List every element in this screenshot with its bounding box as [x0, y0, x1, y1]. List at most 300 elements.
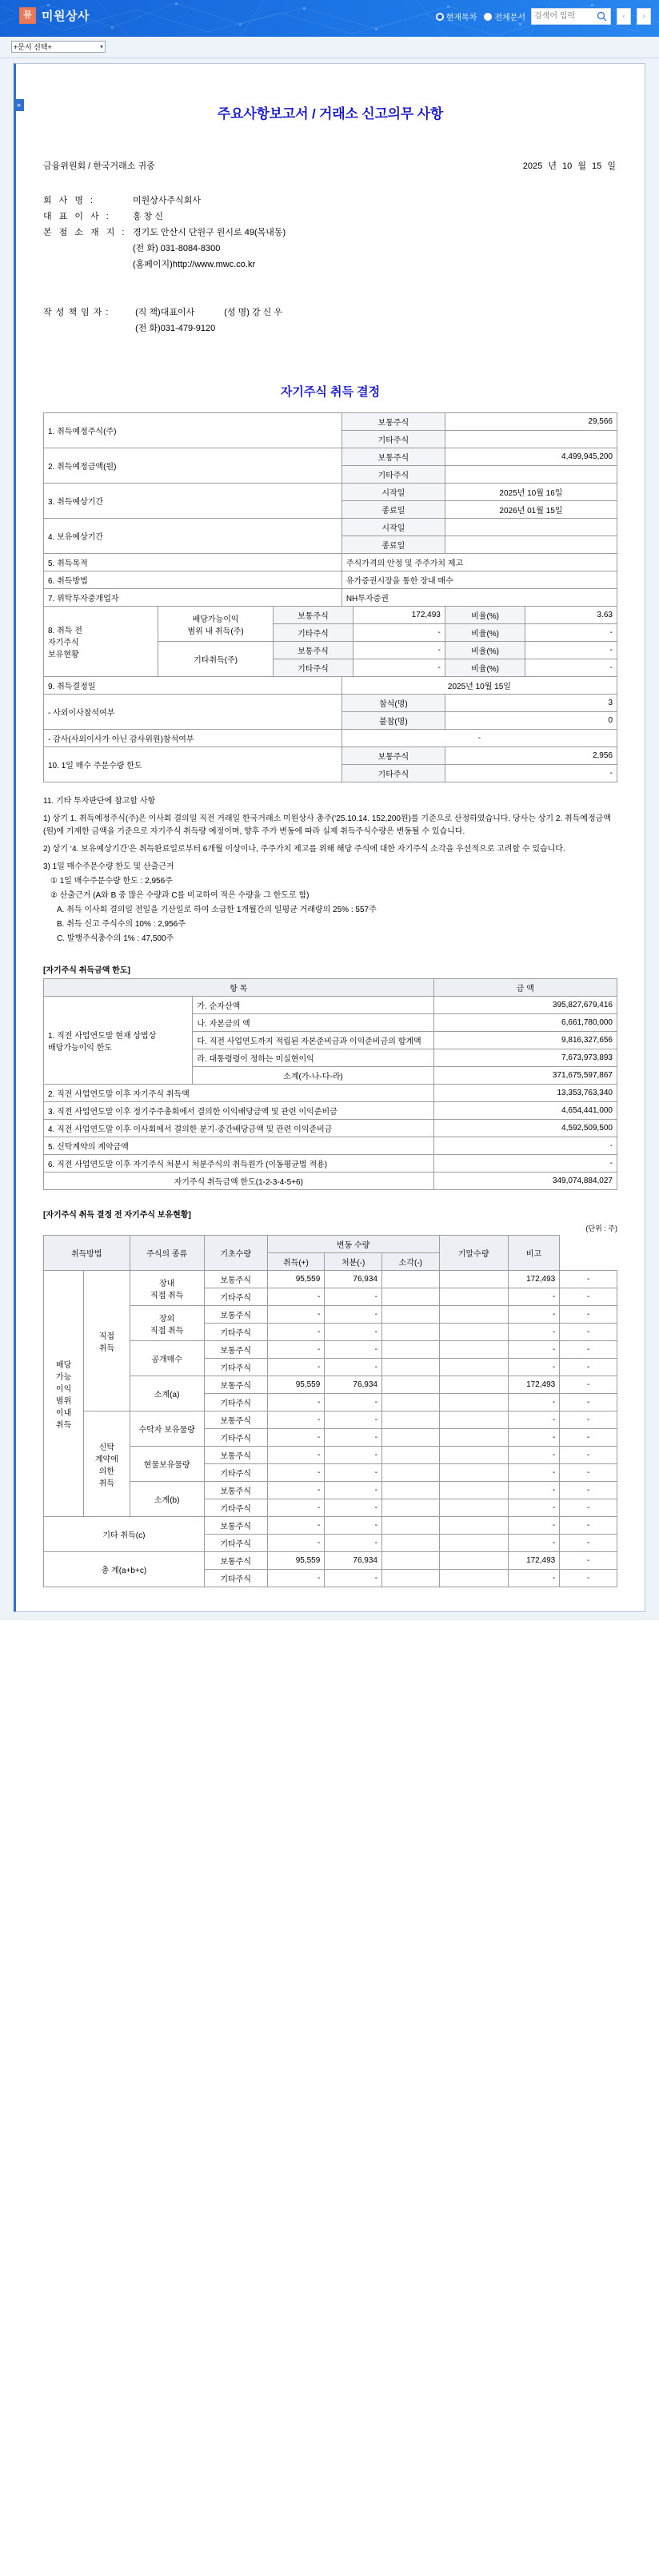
- table-row: [44, 1552, 617, 1570]
- kind-cell: 보통주식: [341, 448, 445, 466]
- page-title: 주요사항보고서 / 거래소 신고의무 사항: [217, 106, 444, 121]
- daily-limit-label: 10. 1일 매수 주문수량 한도: [44, 747, 342, 782]
- table-row: [44, 730, 617, 747]
- kind-cell: 기타주식: [273, 624, 353, 642]
- end-cell: -: [508, 1288, 560, 1306]
- kind-cell: 기타주식: [341, 431, 445, 448]
- limit-sub-label: 가. 순자산액: [193, 997, 433, 1014]
- dispose-cell: [381, 1288, 439, 1306]
- retire-cell: [439, 1341, 508, 1359]
- document-stage: [0, 58, 659, 1620]
- writer-phone-label: (전 화): [135, 324, 161, 333]
- remark-cell: -: [560, 1482, 617, 1499]
- notes-block: [43, 795, 617, 946]
- retire-cell: [439, 1411, 508, 1429]
- limit-row-6-value: -: [433, 1155, 617, 1173]
- end-cell: -: [508, 1517, 560, 1535]
- search-icon[interactable]: [597, 11, 607, 24]
- header-dispose: 처분(-): [325, 1253, 382, 1271]
- value-cell: [445, 466, 617, 484]
- homepage-line: (홈페이지)http://www.mwc.co.kr: [133, 260, 256, 269]
- remark-cell: -: [560, 1499, 617, 1517]
- radio-on-icon: [436, 13, 444, 21]
- kind-cell: 보통주식: [341, 747, 445, 765]
- retire-cell: [439, 1464, 508, 1482]
- kind-cell: 보통주식: [273, 642, 353, 659]
- kind-cell: 보통주식: [204, 1411, 267, 1429]
- radio-all-documents[interactable]: [484, 10, 525, 22]
- acquire-cell: 76,934: [325, 1552, 382, 1570]
- end-cell: -: [508, 1499, 560, 1517]
- limit-sub-label: 나. 자본금의 액: [193, 1014, 433, 1032]
- kind-cell: 기타주식: [204, 1570, 267, 1587]
- acquire-cell: -: [325, 1499, 382, 1517]
- end-cell: -: [508, 1535, 560, 1552]
- begin-cell: -: [267, 1306, 325, 1324]
- dispose-cell: [381, 1341, 439, 1359]
- ratio-label: 비율(%): [445, 607, 525, 624]
- subgroup-trust-label: 신탁 계약에 의한 취득: [84, 1411, 130, 1517]
- limit-row-1-label: 1. 직전 사업연도말 현재 상법상 배당가능이익 한도: [44, 997, 193, 1085]
- dispose-cell: [381, 1394, 439, 1411]
- dispose-cell: [381, 1324, 439, 1341]
- begin-cell: -: [267, 1394, 325, 1411]
- row-label-3: 3. 취득예상기간: [44, 484, 342, 519]
- acquire-cell: -: [325, 1517, 382, 1535]
- toc-toggle-icon[interactable]: »: [14, 99, 24, 111]
- limit-row-4-value: 4,592,509,500: [433, 1120, 617, 1137]
- begin-cell: -: [267, 1429, 325, 1447]
- acquire-cell: -: [325, 1464, 382, 1482]
- writer-position: 대표이사: [160, 308, 195, 317]
- kind-cell: 기타주식: [273, 659, 353, 677]
- end-cell: -: [508, 1341, 560, 1359]
- begin-cell: -: [267, 1324, 325, 1341]
- table-row: [44, 1155, 617, 1173]
- acquire-cell: -: [325, 1288, 382, 1306]
- retire-cell: [439, 1482, 508, 1499]
- limit-row-2-value: 13,353,763,340: [433, 1085, 617, 1102]
- begin-cell: -: [267, 1517, 325, 1535]
- remark-cell: -: [560, 1552, 617, 1570]
- row-label-6: 6. 취득방법: [44, 571, 342, 589]
- note-3-c: C. 발행주식총수의 1% : 47,500주: [57, 934, 174, 943]
- ratio-label: 비율(%): [445, 642, 525, 659]
- writer-name: 강 신 우: [251, 308, 282, 317]
- prev-button[interactable]: ‹: [617, 8, 631, 25]
- kind-cell: 종료일: [341, 501, 445, 519]
- end-cell: -: [508, 1324, 560, 1341]
- retire-cell: [439, 1359, 508, 1376]
- ceo-label: 대 표 이 사 :: [43, 212, 111, 221]
- table-row: [44, 607, 617, 624]
- outside-director-label: - 사외이사참석여부: [44, 695, 342, 730]
- kind-cell: 보통주식: [204, 1552, 267, 1570]
- table-row: [44, 997, 617, 1014]
- limit-sub-label: 다. 직전 사업연도까지 적립된 자본준비금과 이익준비금의 합계액: [193, 1032, 433, 1049]
- dispose-cell: [381, 1499, 439, 1517]
- dispose-cell: [381, 1429, 439, 1447]
- limit-header-amount: 금 액: [433, 979, 617, 997]
- remark-cell: -: [560, 1464, 617, 1482]
- method-cell: 현물보유물량: [130, 1447, 204, 1482]
- limit-sub-value: 7,673,973,893: [433, 1049, 617, 1067]
- document-select[interactable]: [11, 41, 106, 53]
- status-group-label: 배당 가능 이익 범위 이내 취득: [44, 1271, 84, 1517]
- method-cell: 소계(b): [130, 1482, 204, 1517]
- note-3: 3) 1일 매수주문수량 한도 및 산출근거: [43, 862, 174, 871]
- note-3-a: A. 취득 이사회 결의일 전일을 기산일로 하여 소급한 1개월간의 일평균 거래량의 25% : 557주: [57, 906, 377, 914]
- board-resolution-table: [43, 676, 617, 782]
- limit-sub-value: 9,816,327,656: [433, 1032, 617, 1049]
- value-cell: [445, 519, 617, 536]
- acquire-cell: -: [325, 1535, 382, 1552]
- table-row: [44, 1137, 617, 1155]
- value-cell: 2,956: [445, 747, 617, 765]
- header-begin: 기초수량: [204, 1236, 267, 1271]
- retire-cell: [439, 1376, 508, 1394]
- kind-cell: 보통주식: [204, 1271, 267, 1288]
- app-header: [0, 0, 659, 37]
- begin-cell: 95,559: [267, 1376, 325, 1394]
- kind-cell: 기타주식: [204, 1288, 267, 1306]
- dispose-cell: [381, 1306, 439, 1324]
- ceo-value: 홍 창 신: [133, 212, 163, 221]
- remark-cell: -: [560, 1324, 617, 1341]
- kind-cell: 기타주식: [204, 1324, 267, 1341]
- remark-cell: -: [560, 1535, 617, 1552]
- retire-cell: [439, 1324, 508, 1341]
- table-row: [44, 554, 617, 571]
- remark-cell: -: [560, 1271, 617, 1288]
- end-cell: -: [508, 1359, 560, 1376]
- table-row: [44, 1341, 617, 1359]
- writer-phone: 031-479-9120: [160, 324, 216, 333]
- kind-cell: 보통주식: [341, 413, 445, 431]
- table-row: [44, 413, 617, 431]
- ratio-value: -: [525, 624, 617, 642]
- header-method: 취득방법: [44, 1236, 130, 1271]
- dispose-cell: [381, 1359, 439, 1376]
- retire-cell: [439, 1552, 508, 1570]
- ratio-value: -: [525, 659, 617, 677]
- row-label-2: 2. 취득예정금액(원): [44, 448, 342, 484]
- group-1-name: 기타취득(주): [158, 642, 273, 677]
- date-year-unit: 년: [548, 161, 557, 171]
- retire-cell: [439, 1288, 508, 1306]
- acquisition-decision-table: [43, 412, 617, 607]
- kind-cell: 보통주식: [204, 1306, 267, 1324]
- begin-cell: -: [267, 1570, 325, 1587]
- kind-cell: 기타주식: [204, 1535, 267, 1552]
- limit-row-4-label: 4. 직전 사업연도말 이후 이사회에서 결의한 분기·중간배당금액 및 관련 이익준비금: [44, 1120, 434, 1137]
- grand-total-label: 총 계(a+b+c): [44, 1552, 205, 1587]
- begin-cell: -: [267, 1341, 325, 1359]
- acquire-cell: -: [325, 1359, 382, 1376]
- radio-off-icon: [484, 13, 492, 21]
- limit-table-caption: [자기주식 취득금액 한도]: [43, 966, 130, 975]
- method-cell: 장내 직접 취득: [130, 1271, 204, 1306]
- dispose-cell: [381, 1482, 439, 1499]
- other-acquisition-label: 기타 취득(c): [44, 1517, 205, 1552]
- company-name-row: [43, 193, 617, 209]
- ratio-value: -: [525, 642, 617, 659]
- begin-cell: -: [267, 1411, 325, 1429]
- table-row: [44, 747, 617, 765]
- dispose-cell: [381, 1447, 439, 1464]
- limit-row-5-label: 5. 신탁계약의 계약금액: [44, 1137, 434, 1155]
- dispose-cell: [381, 1570, 439, 1587]
- group-0-name: 배당가능이익 범위 내 취득(주): [158, 607, 273, 642]
- remark-cell: -: [560, 1429, 617, 1447]
- company-info: [43, 193, 617, 273]
- absent-value: 0: [445, 712, 617, 730]
- header-controls: [436, 8, 651, 25]
- retire-cell: [439, 1394, 508, 1411]
- end-cell: -: [508, 1411, 560, 1429]
- limit-row-6-label: 6. 직전 사업연도말 이후 자기주식 처분시 처분주식의 취득원가 (이동평균법 적용): [44, 1155, 434, 1173]
- limit-header-item: 항 목: [44, 979, 434, 997]
- kind-cell: 시작일: [341, 519, 445, 536]
- retire-cell: [439, 1535, 508, 1552]
- radio-current-toc-label: 현재목차: [445, 14, 477, 22]
- remark-cell: -: [560, 1306, 617, 1324]
- begin-cell: 95,559: [267, 1552, 325, 1570]
- limit-sub-value: 6,661,780,000: [433, 1014, 617, 1032]
- acquire-cell: -: [325, 1429, 382, 1447]
- table-row: [44, 677, 617, 695]
- writer-position-label: (직 책): [135, 308, 161, 317]
- value-cell: -: [353, 642, 445, 659]
- table-header-row: [44, 979, 617, 997]
- writer-label: 작 성 책 임 자 :: [43, 308, 110, 317]
- retire-cell: [439, 1447, 508, 1464]
- acquire-cell: -: [325, 1394, 382, 1411]
- search-input[interactable]: [532, 9, 589, 24]
- treasury-holding-status-table: [43, 1235, 617, 1587]
- end-cell: -: [508, 1447, 560, 1464]
- broker-value: NH투자증권: [341, 589, 617, 607]
- method-cell: 장외 직접 취득: [130, 1306, 204, 1341]
- table-row: [44, 571, 617, 589]
- radio-all-documents-label: 전체문서: [494, 14, 525, 22]
- limit-subtotal-value: 371,675,597,867: [433, 1067, 617, 1085]
- kind-cell: 보통주식: [204, 1376, 267, 1394]
- table-row: [44, 1411, 617, 1429]
- acquire-cell: -: [325, 1482, 382, 1499]
- company-name-label: 회 사 명 :: [43, 196, 96, 205]
- chevron-down-icon: ▾: [99, 43, 103, 50]
- dispose-cell: [381, 1535, 439, 1552]
- search-box: [531, 8, 611, 25]
- scope-radio-group: [436, 10, 525, 22]
- limit-row-3-label: 3. 직전 사업연도말 이후 정기주주총회에서 결의한 이익배당금액 및 관련 이익준비금: [44, 1102, 434, 1120]
- board-label: 9. 취득결정일: [44, 677, 342, 695]
- acquire-cell: 76,934: [325, 1376, 382, 1394]
- note-2: 2) 상기 ‘4. 보유예상기간’은 취득완료일로부터 6개월 이상이나, 주주가치 제고를 위해 해당 주식에 대한 자기주식 소각을 우선적으로 고려할 수 있습니다.: [43, 845, 565, 854]
- remark-cell: -: [560, 1376, 617, 1394]
- value-cell: 4,499,945,200: [445, 448, 617, 466]
- table-row: [44, 1120, 617, 1137]
- status-table-unit: (단위 : 주): [585, 1224, 617, 1232]
- value-cell: [445, 431, 617, 448]
- prior-holding-table: [43, 606, 617, 677]
- kind-cell: 기타주식: [341, 466, 445, 484]
- table-row: [44, 1085, 617, 1102]
- holding-label: 8. 취득 전 자기주식 보유현황: [44, 607, 158, 677]
- date-month-unit: 월: [577, 161, 586, 171]
- address-value: 경기도 안산시 단원구 원시로 49(목내동): [133, 228, 286, 237]
- note-3-b: B. 취득 신고 주식수의 10% : 2,956주: [57, 920, 186, 929]
- begin-cell: -: [267, 1482, 325, 1499]
- begin-cell: -: [267, 1499, 325, 1517]
- kind-cell: 기타주식: [204, 1394, 267, 1411]
- notes-heading: 11. 기타 투자판단에 참고할 사항: [43, 797, 156, 806]
- authority-text: 금융위원회 / 한국거래소 귀중: [43, 161, 155, 171]
- table-row: [44, 1482, 617, 1499]
- remark-cell: -: [560, 1394, 617, 1411]
- acquire-cell: -: [325, 1411, 382, 1429]
- ratio-value: 3.63: [525, 607, 617, 624]
- table-row: [44, 1173, 617, 1190]
- retire-cell: [439, 1429, 508, 1447]
- company-name-value: 미원상사주식회사: [133, 196, 202, 205]
- note-1: 1) 상기 1. 취득예정주식(주)은 이사회 결의일 직전 거래일 한국거래소 미원상사 총주(‘25.10.14. 152,200원)를 기준으로 산정하였습니다. 당사는 상기 2. 취득예정금액(원)에 기재한 금액을 기준으로 자기주식 취득량 예정이며, 향후 주가 변동에 따라 실제 취득주식수량은 변동될 수 있습니다.: [43, 814, 611, 836]
- value-cell: 2026년 01월 15일: [445, 501, 617, 519]
- writer-block: [43, 305, 617, 336]
- purpose-value: 주식가격의 안정 및 주주가치 제고: [341, 554, 617, 571]
- retire-cell: [439, 1517, 508, 1535]
- acquire-cell: -: [325, 1324, 382, 1341]
- dispose-cell: [381, 1464, 439, 1482]
- kind-cell: 보통주식: [204, 1447, 267, 1464]
- method-cell: 수탁자 보유물량: [130, 1411, 204, 1447]
- limit-sub-value: 395,827,679,416: [433, 997, 617, 1014]
- dispose-cell: [381, 1411, 439, 1429]
- section-title: 자기주식 취득 결정: [280, 385, 381, 399]
- table-row: [44, 1306, 617, 1324]
- table-row: [44, 519, 617, 536]
- writer-name-label: (성 명): [224, 308, 250, 317]
- table-row: [44, 484, 617, 501]
- retire-cell: [439, 1570, 508, 1587]
- end-cell: 172,493: [508, 1271, 560, 1288]
- row-label-5: 5. 취득목적: [44, 554, 342, 571]
- brand-name: 미원상사: [42, 10, 90, 23]
- acquire-cell: -: [325, 1447, 382, 1464]
- limit-row-2-label: 2. 직전 사업연도말 이후 자기주식 취득액: [44, 1085, 434, 1102]
- kind-cell: 보통주식: [273, 607, 353, 624]
- absent-label: 불참(명): [341, 712, 445, 730]
- document-select-value: +문서 선택+: [14, 43, 52, 51]
- limit-row-5-value: -: [433, 1137, 617, 1155]
- remark-cell: -: [560, 1447, 617, 1464]
- acquire-cell: -: [325, 1306, 382, 1324]
- acquisition-limit-table: [43, 978, 617, 1190]
- dispose-cell: [381, 1552, 439, 1570]
- limit-sub-label: 라. 대통령령이 정하는 미실현이익: [193, 1049, 433, 1067]
- end-cell: -: [508, 1306, 560, 1324]
- end-cell: -: [508, 1429, 560, 1447]
- next-button[interactable]: ›: [637, 8, 651, 25]
- kind-cell: 보통주식: [204, 1517, 267, 1535]
- acquire-cell: -: [325, 1341, 382, 1359]
- begin-cell: 95,559: [267, 1271, 325, 1288]
- limit-total-value: 349,074,884,027: [433, 1173, 617, 1190]
- brand: [19, 7, 90, 24]
- dispose-cell: [381, 1271, 439, 1288]
- header-acquire: 취득(+): [267, 1253, 325, 1271]
- remark-cell: -: [560, 1517, 617, 1535]
- value-cell: [445, 536, 617, 554]
- kind-cell: 종료일: [341, 536, 445, 554]
- remark-cell: -: [560, 1341, 617, 1359]
- value-cell: -: [445, 765, 617, 782]
- attend-value: 3: [445, 695, 617, 712]
- dispose-cell: [381, 1517, 439, 1535]
- end-cell: 172,493: [508, 1552, 560, 1570]
- document-sheet: [14, 63, 645, 1612]
- end-cell: -: [508, 1394, 560, 1411]
- board-date-value: 2025년 10월 15일: [341, 677, 617, 695]
- table-row: [44, 695, 617, 712]
- note-3-2: ② 산출근거 (A와 B 중 많은 수량과 C를 비교하여 적은 수량을 그 한도로 함): [50, 891, 310, 900]
- date-day-unit: 일: [607, 161, 616, 171]
- begin-cell: -: [267, 1447, 325, 1464]
- ratio-label: 비율(%): [445, 624, 525, 642]
- address-row: [43, 225, 617, 241]
- date-month: 10: [562, 161, 573, 171]
- auditor-value: -: [341, 730, 617, 747]
- ceo-row: [43, 209, 617, 225]
- method-cell: 공개매수: [130, 1341, 204, 1376]
- acquire-cell: -: [325, 1570, 382, 1587]
- date-day: 15: [592, 161, 602, 171]
- header-retire: 소각(-): [381, 1253, 439, 1271]
- limit-subtotal-label: 소계(가-나-다-라): [193, 1067, 433, 1085]
- limit-row-3-value: 4,654,441,000: [433, 1102, 617, 1120]
- row-label-7: 7. 위탁투자중개업자: [44, 589, 342, 607]
- kind-cell: 시작일: [341, 484, 445, 501]
- header-change: 변동 수량: [267, 1236, 439, 1253]
- value-cell: 29,566: [445, 413, 617, 431]
- value-cell: -: [353, 659, 445, 677]
- end-cell: -: [508, 1482, 560, 1499]
- limit-total-label: 자기주식 취득금액 한도(1-2-3-4-5+6): [44, 1173, 434, 1190]
- row-label-1: 1. 취득예정주식(주): [44, 413, 342, 448]
- kind-cell: 기타주식: [204, 1429, 267, 1447]
- kind-cell: 기타주식: [204, 1464, 267, 1482]
- table-row: [44, 1102, 617, 1120]
- header-remark: 비고: [508, 1236, 560, 1271]
- begin-cell: -: [267, 1359, 325, 1376]
- authority-block: [43, 159, 617, 172]
- note-3-1: ① 1일 매수주문수량 한도 : 2,956주: [50, 877, 173, 886]
- kind-cell: 기타주식: [204, 1359, 267, 1376]
- radio-current-toc[interactable]: [436, 10, 477, 22]
- begin-cell: -: [267, 1464, 325, 1482]
- date-year: 2025: [522, 161, 543, 171]
- retire-cell: [439, 1306, 508, 1324]
- attend-label: 참석(명): [341, 695, 445, 712]
- status-table-caption: [자기주식 취득 결정 전 자기주식 보유현황]: [43, 1211, 191, 1220]
- table-row: [44, 1271, 617, 1288]
- acquire-cell: 76,934: [325, 1271, 382, 1288]
- document-select-strip: [0, 37, 659, 58]
- kind-cell: 보통주식: [204, 1482, 267, 1499]
- ratio-label: 비율(%): [445, 659, 525, 677]
- address-label: 본 점 소 재 지 :: [43, 228, 127, 237]
